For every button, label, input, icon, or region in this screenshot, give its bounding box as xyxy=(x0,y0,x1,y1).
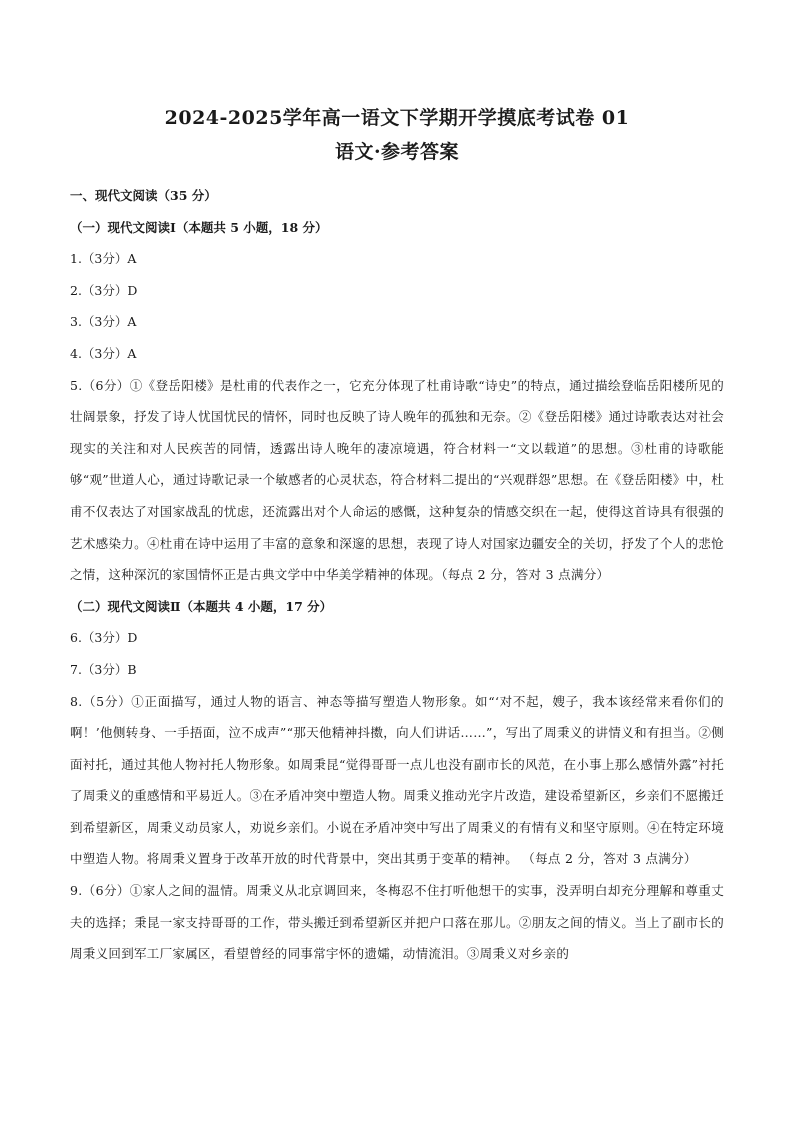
answer-item-7: 7.（3分）B xyxy=(70,661,137,677)
answer-item-6: 6.（3分）D xyxy=(70,630,138,646)
subsection-heading-reading-2: （二）现代文阅读Ⅱ（本题共 4 小题，17 分） xyxy=(70,598,333,614)
subsection-heading-reading-1: （一）现代文阅读Ⅰ（本题共 5 小题，18 分） xyxy=(70,219,328,235)
document-title: 2024-2025学年高一语文下学期开学摸底考试卷 01 xyxy=(164,107,630,129)
answer-item-8: 8.（5分）①正面描写，通过人物的语言、神态等描写塑造人物形象。如“‘对不起，嫂子，我本该经常来看你们的啊！’他侧转身、一手捂面，泣不成声”“那天他精神抖擞，向人们讲话……”，写出了周秉义的讲情义和有担当。②侧面衬托，通过其他人物衬托人物形象。如周秉昆“觉得哥哥一点儿也没有副市长的风范，在小事上那么感情外露”衬托了周秉义的重感情和平易近人。③在矛盾冲突中塑造人物。周秉义推动光字片改造，建设希望新区，乡亲们不愿搬迁到希望新区，周秉义动员家人，劝说乡亲们。小说在矛盾冲突中写出了周秉义的有情有义和坚守原则。④在特定环境中塑造人物。将周秉义置身于改革开放的时代背景中，突出其勇于变革的精神。 （每点 2 分，答对 3 点满分） xyxy=(70,693,724,867)
document-subtitle: 语文·参考答案 xyxy=(334,141,460,163)
answer-item-5: 5.（6分）①《登岳阳楼》是杜甫的代表作之一，它充分体现了杜甫诗歌“诗史”的特点，通过描绘登临岳阳楼所见的壮阔景象，抒发了诗人忧国忧民的情怀，同时也反映了诗人晚年的孤独和无奈。②《登岳阳楼》通过诗歌表达对社会现实的关注和对人民疾苦的同情，透露出诗人晚年的凄凉境遇，符合材料一“文以载道”的思想。③杜甫的诗歌能够“观”世道人心，通过诗歌记录一个敏感者的心灵状态，符合材料二提出的“兴观群怨”思想。在《登岳阳楼》中，杜甫不仅表达了对国家战乱的忧虑，还流露出对个人命运的感慨，这种复杂的情感交织在一起，使得这首诗具有很强的艺术感染力。④杜甫在诗中运用了丰富的意象和深邃的思想，表现了诗人对国家边疆安全的关切，抒发了个人的悲怆之情，这种深沉的家国情怀正是古典文学中中华美学精神的体现。（每点 2 分，答对 3 点满分） xyxy=(70,377,724,583)
answer-item-1: 1.（3分）A xyxy=(70,251,137,267)
answer-item-2: 2.（3分）D xyxy=(70,282,138,298)
answer-item-3: 3.（3分）A xyxy=(70,314,137,330)
answer-item-9: 9.（6分）①家人之间的温情。周秉义从北京调回来，冬梅忍不住打听他想干的实事，没弄明白却充分理解和尊重丈夫的选择；秉昆一家支持哥哥的工作，带头搬迁到希望新区并把户口落在那儿。②朋友之间的情义。当上了副市长的周秉义回到军工厂家属区，看望曾经的同事常宇怀的遗孀，动情流泪。③周秉义对乡亲的 xyxy=(70,883,724,962)
answer-item-4: 4.（3分）A xyxy=(70,345,137,361)
section-heading: 一、现代文阅读（35 分） xyxy=(70,188,217,203)
answer-content xyxy=(70,180,724,970)
